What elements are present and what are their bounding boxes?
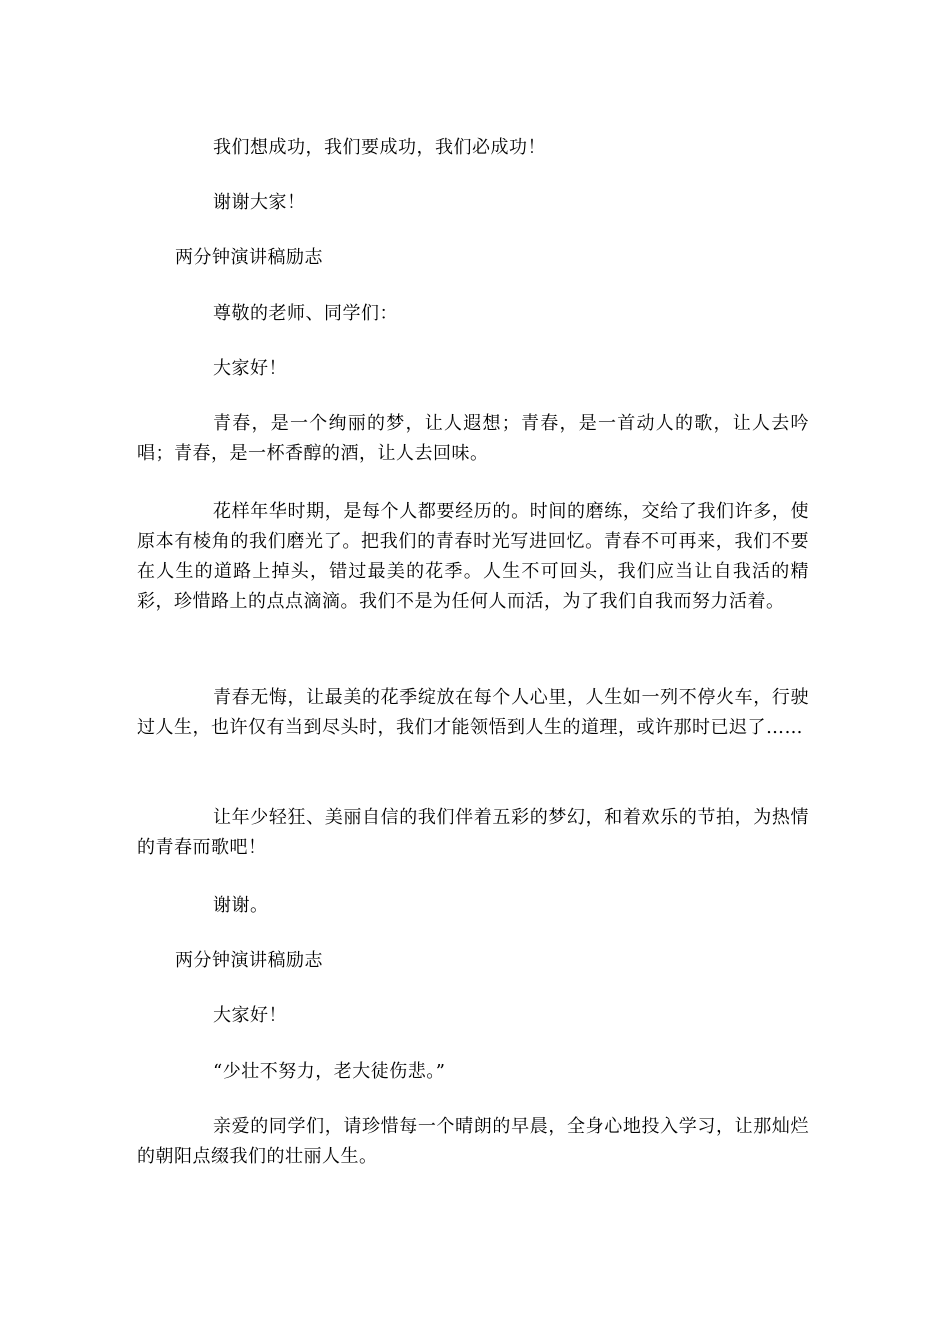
paragraph-thanks: 谢谢。: [213, 895, 269, 916]
paragraph-youth-no-regret: 青春无悔，让最美的花季绽放在每个人心里，人生如一列不停火车，行驶过人生，也许仅有当到尽头时，我们才能领悟到人生的道理，或许那时已迟了……: [137, 687, 809, 738]
paragraph-youth-dream: 青春，是一个绚丽的梦，让人遐想；青春，是一首动人的歌，让人去吟唱；青春，是一杯香醇的酒，让人去回味。: [137, 413, 809, 464]
section-title-1: 两分钟演讲稿励志: [175, 247, 323, 268]
paragraph-proverb: “少壮不努力，老大徒伤悲。”: [213, 1061, 446, 1082]
paragraph-youth-song: 让年少轻狂、美丽自信的我们伴着五彩的梦幻，和着欢乐的节拍，为热情的青春而歌吧！: [137, 807, 809, 858]
paragraph-closing-success: 我们想成功，我们要成功，我们必成功！: [213, 137, 546, 158]
paragraph-youth-time: 花样年华时期，是每个人都要经历的。时间的磨练，交给了我们许多，使原本有棱角的我们磨光了。把我们的青春时光写进回忆。青春不可再来，我们不要在人生的道路上掉头，错过最美的花季。人生不可回头，我们应当让自我活的精彩，珍惜路上的点点滴滴。我们不是为任何人而活，为了我们自我而努力活着。: [137, 501, 809, 612]
paragraph-greeting-1: 大家好！: [213, 358, 287, 379]
paragraph-thanks-all: 谢谢大家！: [213, 192, 306, 213]
section-title-2: 两分钟演讲稿励志: [175, 950, 323, 971]
paragraph-salutation: 尊敬的老师、同学们：: [213, 303, 398, 324]
paragraph-greeting-2: 大家好！: [213, 1005, 287, 1026]
paragraph-cherish-morning: 亲爱的同学们，请珍惜每一个晴朗的早晨，全身心地投入学习，让那灿烂的朝阳点缀我们的壮丽人生。: [137, 1116, 809, 1167]
